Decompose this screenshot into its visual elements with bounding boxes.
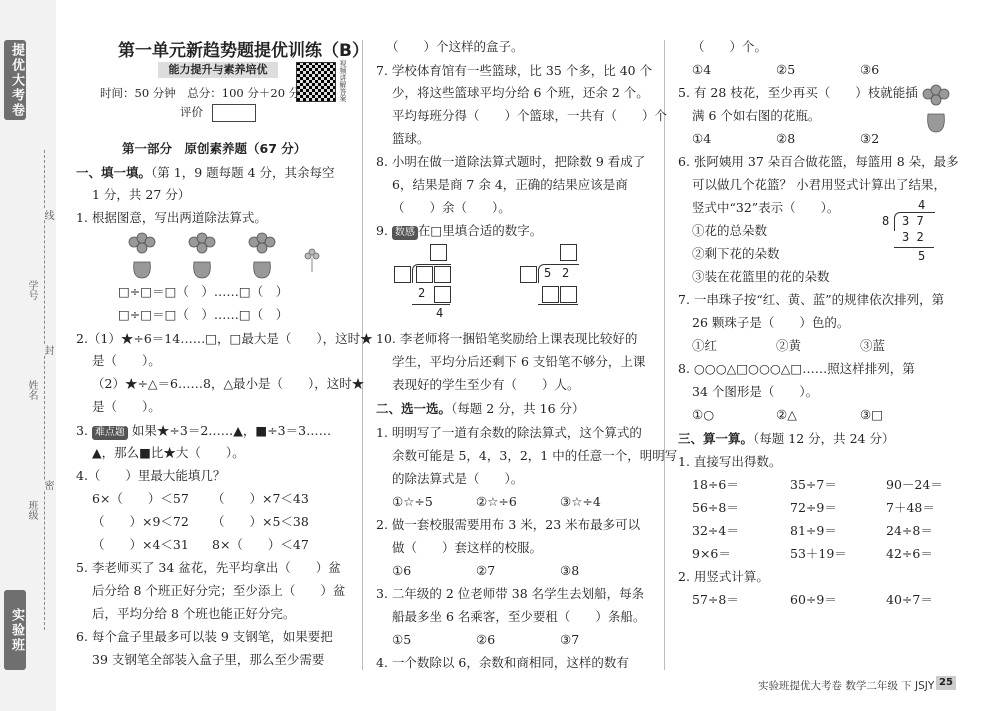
- calc-item[interactable]: 90－24＝: [886, 477, 943, 492]
- s4-text2: （ ）个。: [692, 39, 768, 54]
- digit-box[interactable]: [560, 286, 577, 303]
- eval-label: 评价: [180, 105, 203, 119]
- q2b-text: （2）★÷△＝6……8，△最小是（ ），这时★: [92, 376, 365, 391]
- q5-text2: 后分给 8 个班正好分完；至少添上（ ）盆: [92, 583, 346, 598]
- q10-text2: 学生，平均分后还剩下 6 支铅笔不够分，上课: [392, 354, 646, 369]
- q2a-text2: 是（ ）。: [92, 353, 161, 368]
- difficulty-tag: 难点题: [92, 426, 128, 440]
- vase-icon: [916, 84, 956, 136]
- q7-text: 7. 学校体育馆有一些篮球，比 35 个多，比 40 个: [376, 63, 653, 78]
- option[interactable]: ①红: [692, 338, 718, 353]
- class-label: 班级: [26, 500, 37, 520]
- s7-text: 7. 一串珠子按“红、黄、蓝”的规律依次排列，第: [678, 292, 945, 307]
- division-line: [894, 247, 934, 248]
- option[interactable]: ②8: [776, 131, 796, 146]
- option[interactable]: ③7: [560, 632, 580, 647]
- student-id-label: 学号: [26, 280, 37, 300]
- calc-item[interactable]: 57÷8＝: [692, 592, 739, 607]
- calc-item[interactable]: 53＋19＝: [790, 546, 847, 561]
- series-tab: 提优大考卷: [4, 40, 26, 120]
- digit-box[interactable]: [416, 266, 433, 283]
- s2-text: 2. 做一套校服需要用布 3 米，23 米布最多可以: [376, 517, 641, 532]
- s2-text2: 做（ ）套这样的校服。: [392, 540, 543, 555]
- q8-text3: （ ）余（ ）。: [392, 200, 511, 215]
- option[interactable]: ②6: [476, 632, 496, 647]
- q4-item[interactable]: 8×（ ）＜47: [212, 537, 309, 552]
- calc-item[interactable]: 35÷7＝: [790, 477, 837, 492]
- option[interactable]: ③☆÷4: [560, 494, 601, 509]
- column-divider: [362, 40, 363, 670]
- name-label: 姓名: [26, 380, 37, 400]
- binding-strip: [0, 0, 56, 711]
- q1-row1[interactable]: □÷□＝□（ ）……□（ ）: [118, 284, 289, 299]
- option[interactable]: ①○: [692, 407, 715, 422]
- q9-text: 在□里填合适的数字。: [417, 223, 543, 238]
- binding-mark: 线: [42, 210, 53, 220]
- digit-box[interactable]: [434, 266, 451, 283]
- section1-desc: （第 1，9 题每题 4 分，其余每空: [151, 165, 335, 180]
- option[interactable]: ①花的总朵数: [692, 223, 768, 238]
- option[interactable]: ③□: [860, 407, 884, 422]
- s8-text2: 34 个图形是（ ）。: [692, 384, 819, 399]
- digit-box[interactable]: [394, 266, 411, 283]
- option[interactable]: ①4: [692, 62, 712, 77]
- q2a-text: 2.（1）★÷6＝14……□，□最大是（ ），这时★: [76, 331, 373, 346]
- s6-text2: 可以做几个花篮？ 小君用竖式计算出了结果，: [692, 177, 946, 192]
- digit: 5: [544, 266, 552, 280]
- s3-text2: 船最多坐 6 名乘客，至少要租（ ）条船。: [392, 609, 646, 624]
- option[interactable]: ②5: [776, 62, 796, 77]
- calc-item[interactable]: 18÷6＝: [692, 477, 739, 492]
- eval-field[interactable]: [212, 104, 256, 122]
- q2b-text2: 是（ ）。: [92, 399, 161, 414]
- s6-text: 6. 张阿姨用 37 朵百合做花篮，每篮用 8 朵，最多: [678, 154, 959, 169]
- calc-item[interactable]: 42÷6＝: [886, 546, 933, 561]
- q4-item[interactable]: （ ）×5＜38: [212, 514, 309, 529]
- digit-box[interactable]: [434, 286, 451, 303]
- q7-text2: 少，将这些篮球平均分给 6 个班，还余 2 个。: [392, 85, 649, 100]
- s5-text2: 满 6 个如右图的花瓶。: [692, 108, 821, 123]
- section2-heading: 二、选一选。: [376, 401, 452, 416]
- s1-text: 1. 明明写了一道有余数的除法算式，这个算式的: [376, 425, 642, 440]
- option[interactable]: ②剩下花的朵数: [692, 246, 780, 261]
- digit-box[interactable]: [430, 244, 447, 261]
- qr-code-icon[interactable]: [296, 62, 336, 102]
- calc-item[interactable]: 32÷4＝: [692, 523, 739, 538]
- c1-text: 1. 直接写出得数。: [678, 454, 782, 469]
- option[interactable]: ③蓝: [860, 338, 886, 353]
- calc-item[interactable]: 72÷9＝: [790, 500, 837, 515]
- s4-text: 4. 一个数除以 6，余数和商相同，这样的数有: [376, 655, 629, 670]
- time-score: 时间：50 分钟 总分：100 分＋20 分: [100, 86, 301, 100]
- vase-icon: [189, 233, 215, 278]
- option[interactable]: ①4: [692, 131, 712, 146]
- q4-item[interactable]: 6×（ ）＜57: [92, 491, 189, 506]
- calc-item[interactable]: 9×6＝: [692, 546, 731, 561]
- calc-item[interactable]: 81÷9＝: [790, 523, 837, 538]
- q6-text2: 39 支钢笔全部装入盒子里，那么至少需要: [92, 652, 325, 667]
- c2-text: 2. 用竖式计算。: [678, 569, 769, 584]
- option[interactable]: ②7: [476, 563, 496, 578]
- q6-text: 6. 每个盒子里最多可以装 9 支钢笔，如果要把: [76, 629, 333, 644]
- digit-box[interactable]: [542, 286, 559, 303]
- division-line: [538, 304, 578, 305]
- q1-text: 1. 根据图意，写出两道除法算式。: [76, 210, 267, 225]
- q8-text2: 6，结果是商 7 余 4，正确的结果应该是商: [392, 177, 628, 192]
- column-divider: [664, 40, 665, 670]
- q10-text3: 表现好的学生至少有（ ）人。: [392, 377, 580, 392]
- digit-box[interactable]: [520, 266, 537, 283]
- option[interactable]: ②黄: [776, 338, 802, 353]
- s8-text: 8. ○○○△□○○○△□……照这样排列，第: [678, 361, 915, 376]
- binding-mark: 密: [42, 480, 53, 490]
- option[interactable]: ③6: [860, 62, 880, 77]
- section3-heading: 三、算一算。: [678, 431, 754, 446]
- exam-page: 提优大考卷 实验班 学号 姓名 班级 线 封 密 第一单元新趋势题提优训练（B） 能力提升与素养培优 视频讲解答案 时间：50 分钟 总分：100 分＋20 分 评价 第一部分 原创素养题（67 分） 一、填一填。（第 1，9 题每题 4 分，其余每空 1 分，共 27 分） 1. 根据图意，写出两道除法算式。 □÷□＝□（ ）……□（ ） □÷□＝□（ ）……□（ ） 2.（1）★÷6＝14……□，□最大是（ ），这时★ 是（ ）。 （2）★÷△＝6……8，△最小是（ ），这时★ 是（ ）。 3. 难点题 如果★÷3＝2……▲，■÷3＝3…… ▲，那么■比★大（ ）。 4.（ ）里最大能填几？ 6×（ ）＜57 （ ）×7＜43 （ ）×9＜72 （ ）×5＜38 （ ）×4＜31 8×（ ）＜47 5. 李老师买了 34 盆花，先平均拿出（ ）盆 后分给 8 个班正好分完；至少添上（ ）盆 后，平均分给 8 个班也能正好分完。 6. 每个盒子里最多可以装 9 支钢笔，如果要把 39 支钢笔全部装入盒子里，那么至少需要 （ ）个这样的盒子。 7. 学校体育馆有一些篮球，比 35 个多，比 40 个 少，将这些篮球平均分给 6 个班，还余 2 个。 平均每班分得（ ）个篮球，一共有（ ）个 篮球。 8. 小明在做一道除法算式题时，把除数 9 看成了 6，结果是商 7 余 4，正确的结果应该是商 （ ）余（ ）。 9. 数感 在□里填合适的数字。 2 4 5 2 10. 李老师将一捆铅笔奖励给上课表现比较好的 学生，平均分后还剩下 6 支铅笔不够分，上课 表现好的学生至少有（ ）人。 二、选一选。（每题 2 分，共 16 分） 1. 明明写了一道有余数的除法算式，这个算式的 余数可能是 5，4，3，2，1 中的任意一个，明明写 的除法算式是（ ）。 ①☆÷5 ②☆÷6 ③☆÷4 2. 做一套校服需要用布 3 米，23 米布最多可以 做（ ）套这样的校服。 ①6 ②7 ③8 3. 二年级的 2 位老师带 38 名学生去划船，每条 船最多坐 6 名乘客，至少要租（ ）条船。 ①5 ②6 ③7 4. 一个数除以 6，余数和商相同，这样的数有 （ ）个。 ①4 ②5 ③6 5. 有 28 枝花，至少再买（ ）枝就能插 满 6 个如右图的花瓶。 ①4 ②8 ③2 6. 张阿姨用 37 朵百合做花篮，每篮用 8 朵，最多 可以做几个花篮？ 小君用竖式计算出了结果， 竖式中“32”表示（ ）。 ①花的总朵数 ②剩下花的朵数 ③装在花篮里的花的朵数 4 8 3 7 3 2 5 7. 一串珠子按“红、黄、蓝”的规律依次排列，第 26 颗珠子是（ ）色的。 ①红 ②黄 ③蓝 8. ○○○△□○○○△□……照这样排列，第 34 个图形是（ ）。 ①○ ②△ ③□ 三、算一算。（每题 12 分，共 24 分） 1. 直接写出得数。 18÷6＝ 35÷7＝ 90－24＝ 56÷8＝ 72÷9＝ 7＋48＝ 32÷4＝ 81÷9＝ 24÷8＝ 9×6＝ 53＋19＝ 42÷6＝ 2. 用竖式计算。 57÷8＝ 60÷9＝ 40÷7＝ 实验班提优大考卷 数学二年级 下 JSJY 25: [0, 0, 1000, 711]
- calc-item[interactable]: 7＋48＝: [886, 500, 935, 515]
- division-line: [412, 304, 450, 305]
- section3-desc: （每题 12 分，共 24 分）: [753, 431, 895, 446]
- flower-icon: [305, 249, 319, 272]
- flower-vases-image: [112, 232, 372, 280]
- option[interactable]: ②☆÷6: [476, 494, 517, 509]
- series-tab-bottom: 实验班: [4, 590, 26, 670]
- s3-text: 3. 二年级的 2 位老师带 38 名学生去划船，每条: [376, 586, 645, 601]
- q3-text: 如果★÷3＝2……▲，■÷3＝3……: [131, 423, 332, 438]
- q4-text: 4.（ ）里最大能填几？: [76, 468, 226, 483]
- option[interactable]: ②△: [776, 407, 797, 422]
- section1-desc2: 1 分，共 27 分）: [92, 187, 191, 202]
- binding-mark: 封: [42, 345, 53, 355]
- vase-icon: [129, 233, 155, 278]
- q8-text: 8. 小明在做一道除法算式题时，把除数 9 看成了: [376, 154, 646, 169]
- calc-item[interactable]: 60÷9＝: [790, 592, 837, 607]
- q4-item[interactable]: （ ）×4＜31: [92, 537, 189, 552]
- option[interactable]: ①☆÷5: [392, 494, 433, 509]
- s1-text3: 的除法算式是（ ）。: [392, 471, 524, 486]
- q7-text3: 平均每班分得（ ）个篮球，一共有（ ）个: [392, 108, 668, 123]
- section1-heading: 一、填一填。: [76, 165, 152, 180]
- option[interactable]: ①5: [392, 632, 412, 647]
- divisor: 8: [882, 214, 890, 228]
- vase-icon: [249, 233, 275, 278]
- q3-text2: ▲，那么■比★大（ ）。: [92, 445, 245, 460]
- remainder: 5: [918, 249, 926, 263]
- calc-item[interactable]: 40÷7＝: [886, 592, 933, 607]
- part1-title: 第一部分 原创素养题（67 分）: [122, 141, 307, 156]
- q6-text3: （ ）个这样的盒子。: [386, 39, 524, 54]
- page-title: 第一单元新趋势题提优训练（B）: [118, 41, 369, 61]
- quotient: 4: [918, 198, 926, 212]
- s6-text3: 竖式中“32”表示（ ）。: [692, 200, 840, 215]
- option[interactable]: ①6: [392, 563, 412, 578]
- footer-text: 实验班提优大考卷 数学二年级 下 JSJY: [758, 680, 935, 692]
- digit: 2: [562, 266, 570, 280]
- digit: 4: [436, 306, 444, 320]
- q4-item[interactable]: （ ）×9＜72: [92, 514, 189, 529]
- s1-text2: 余数可能是 5，4，3，2，1 中的任意一个，明明写: [392, 448, 678, 463]
- q5-text: 5. 李老师买了 34 盆花，先平均拿出（ ）盆: [76, 560, 341, 575]
- q7-text4: 篮球。: [392, 131, 430, 146]
- product: 3 2: [902, 230, 924, 244]
- q1-row2[interactable]: □÷□＝□（ ）……□（ ）: [118, 307, 289, 322]
- qr-caption: 视频讲解答案: [339, 60, 347, 102]
- q10-text: 10. 李老师将一捆铅笔奖励给上课表现比较好的: [376, 331, 638, 346]
- digit-box[interactable]: [560, 244, 577, 261]
- binding-line: [44, 150, 45, 630]
- calc-item[interactable]: 24÷8＝: [886, 523, 933, 538]
- calc-item[interactable]: 56÷8＝: [692, 500, 739, 515]
- section2-desc: （每题 2 分，共 16 分）: [451, 401, 585, 416]
- s5-text: 5. 有 28 枝花，至少再买（ ）枝就能插: [678, 85, 918, 100]
- option[interactable]: ③装在花篮里的花的朵数: [692, 269, 830, 284]
- number-sense-tag: 数感: [392, 226, 418, 240]
- option[interactable]: ③2: [860, 131, 880, 146]
- digit: 2: [418, 286, 426, 300]
- dividend: 3 7: [902, 214, 924, 228]
- option[interactable]: ③8: [560, 563, 580, 578]
- q5-text3: 后，平均分给 8 个班也能正好分完。: [92, 606, 296, 621]
- s7-text2: 26 颗珠子是（ ）色的。: [692, 315, 850, 330]
- page-number: 25: [936, 676, 956, 690]
- q4-item[interactable]: （ ）×7＜43: [212, 491, 309, 506]
- badge: 能力提升与素养培优: [158, 62, 278, 78]
